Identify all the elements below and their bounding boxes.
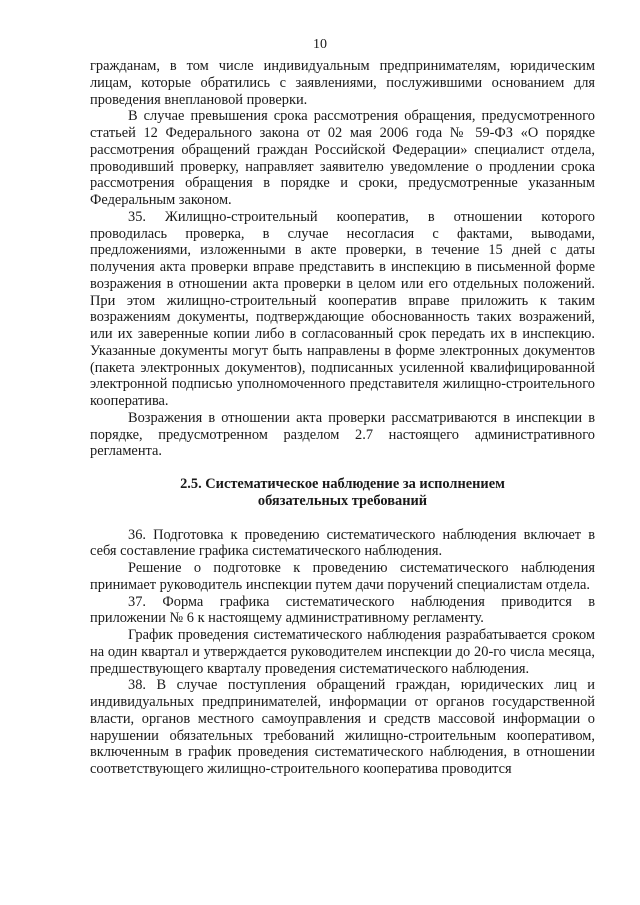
- paragraph-38-complaints: 38. В случае поступления обращений граждан, юридических лиц и индивидуальных предпринимателей, информации от органов государственной власти, органов местного самоуправления и средств массовой информации о нарушении обязательных требований жилищно-строительным кооперативом, включенным в график проведения систематического наблюдения, в отношении соответствующего жилищно-строительного кооператива проводится: [90, 677, 595, 777]
- paragraph-continuation: гражданам, в том числе индивидуальным предпринимателям, юридическим лицам, которые обратились с заявлениями, послужившими основанием для проведения внеплановой проверки.: [90, 58, 595, 108]
- paragraph-preparation-decision: Решение о подготовке к проведению систематического наблюдения принимает руководитель инспекции путем дачи поручений специалистам отдела.: [90, 560, 595, 593]
- paragraph-35-objections: 35. Жилищно-строительный кооператив, в отношении которого проводилась проверка, в случае несогласия с фактами, выводами, предложениями, изложенными в акте проверки, в течение 15 дней с даты получения акта проверки вправе представить в инспекцию в письменной форме возражения в отношении акта проверки в целом или его отдельных положений. При этом жилищно-строительный кооператив вправе приложить к таким возражениям документы, подтверждающие обоснованность таких возражений, или их заверенные копии либо в согласованный срок передать их в инспекцию. Указанные документы могут быть направлены в форме электронных документов (пакета электронных документов), подписанных усиленной квалифицированной электронной подписью уполномоченного представителя жилищно-строительного кооператива.: [90, 208, 595, 409]
- paragraph-deadline-extension: В случае превышения срока рассмотрения обращения, предусмотренного статьей 12 Федерального закона от 02 мая 2006 года № 59-ФЗ «О порядке рассмотрения обращений граждан Российской Федерации» специалист отдела, проводивший проверку, направляет заявителю уведомление о продлении срока рассмотрения обращения в порядке и сроки, предусмотренные указанным Федеральным законом.: [90, 108, 595, 208]
- document-body: [90, 58, 595, 778]
- page-number: 10: [313, 37, 327, 52]
- paragraph-36-preparation: 36. Подготовка к проведению систематического наблюдения включает в себя составление графика систематического наблюдения.: [90, 526, 595, 560]
- paragraph-schedule-quarter: График проведения систематического наблюдения разрабатывается сроком на один квартал и утверждается руководителем инспекции до 20-го числа месяца, предшествующего кварталу проведения систематического наблюдения.: [90, 627, 595, 677]
- paragraph-37-schedule-form: 37. Форма графика систематического наблюдения приводится в приложении № 6 к настоящему административному регламенту.: [90, 593, 595, 627]
- section-heading-line2: обязательных требований: [257, 492, 428, 509]
- section-heading: [90, 476, 595, 510]
- paragraph-objections-review: Возражения в отношении акта проверки рассматриваются в инспекции в порядке, предусмотренном разделом 2.7 настоящего административного регламента.: [90, 409, 595, 460]
- section-heading-line1: 2.5. Систематическое наблюдение за исполнением: [180, 476, 505, 492]
